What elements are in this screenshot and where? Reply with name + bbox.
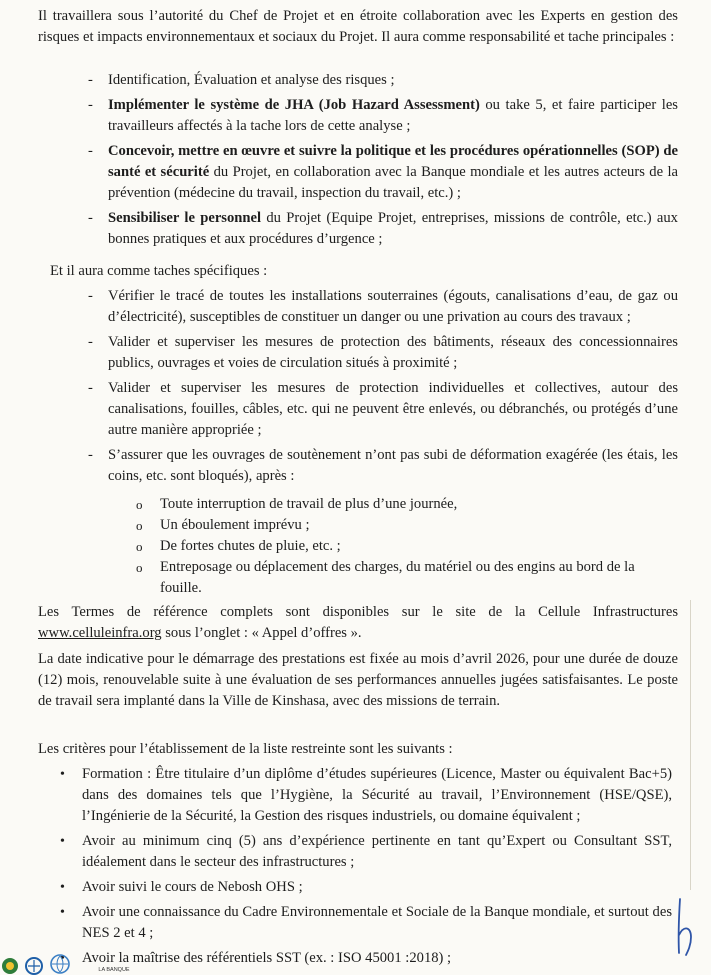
- dash-marker: -: [88, 143, 93, 159]
- intro-paragraph: Il travaillera sous l’autorité du Chef de Projet et en étroite collaboration avec les Experts en gestion des risques et impacts environnementaux et sociaux du Projet. Il aura comme responsabilité et tache principales :: [38, 8, 678, 45]
- list-item: • Avoir au minimum cinq (5) ans d’expérience pertinente en tant qu’Expert ou Consultant SST, idéalement dans le secteur des infrastructures ;: [60, 833, 672, 870]
- circle-marker: o: [136, 518, 143, 533]
- specific-tasks-intro: Et il aura comme taches spécifiques :: [50, 263, 268, 279]
- terms-of-reference-paragraph: Les Termes de référence complets sont disponibles sur le site de la Cellule Infrastructures www.celluleinfra.org sous l’onglet : « Appel d’offres ».: [38, 604, 678, 641]
- dash-marker: -: [88, 334, 93, 350]
- responsibilities-list: [88, 70, 678, 254]
- criteria-list: [58, 764, 672, 973]
- list-item: o Toute interruption de travail de plus d’une journée,: [136, 494, 676, 515]
- list-item: • Avoir suivi le cours de Nebosh OHS ;: [58, 877, 672, 898]
- bullet-marker: •: [60, 951, 65, 966]
- list-item: • Avoir la maîtrise des référentiels SST (ex. : ISO 45001 :2018) ;: [58, 948, 672, 969]
- list-item: - Valider et superviser les mesures de protection des bâtiments, réseaux des concessionnaires publics, ouvrages et voies de circulation situés à proximité ;: [88, 334, 678, 371]
- list-item: o Un éboulement imprévu ;: [136, 515, 676, 536]
- list-item: o De fortes chutes de pluie, etc. ;: [136, 536, 676, 557]
- bullet-marker: •: [60, 905, 65, 920]
- list-item: - Vérifier le tracé de toutes les installations souterraines (égouts, canalisations d’eau, de gaz ou d’électricité), susceptibles de constituer un danger ou une privation au cours des travaux ;: [88, 288, 678, 325]
- bullet-marker: •: [60, 834, 65, 849]
- circle-marker: o: [136, 497, 143, 512]
- footer-logos-icon: [0, 952, 130, 975]
- list-item: • Formation : Être titulaire d’un diplôme d’études supérieures (Licence, Master ou équivalent Bac+5) dans des domaines tels que l’Hygiène, la Sécurité au travail, l’Environnement (HSE/QSE), l’Ingénierie de la Sécurité, la Gestion des risques industriels, ou domaine équivalent ;: [60, 766, 672, 824]
- dash-marker: -: [88, 210, 93, 226]
- circle-marker: o: [136, 539, 143, 554]
- dash-marker: -: [88, 97, 93, 113]
- conditions-sublist: [136, 494, 676, 599]
- criteria-intro: Les critères pour l’établissement de la liste restreinte sont les suivants :: [38, 741, 453, 757]
- bullet-marker: •: [60, 880, 65, 895]
- circle-marker: o: [136, 560, 143, 575]
- dash-marker: -: [88, 380, 93, 396]
- specific-tasks-list: [88, 286, 678, 491]
- dash-marker: -: [88, 72, 93, 88]
- margin-rule: [690, 600, 691, 890]
- list-item: - Concevoir, mettre en œuvre et suivre la politique et les procédures opérationnelles (SOP) de santé et sécurité du Projet, en collaboration avec la Banque mondiale et les autres acteurs de la prévention (médecine du travail, inspection du travail, etc.) ;: [88, 143, 678, 201]
- website-link[interactable]: www.celluleinfra.org: [38, 625, 162, 641]
- footer-logo-text: LA BANQUE: [98, 967, 130, 973]
- bullet-marker: •: [60, 767, 65, 782]
- dash-marker: -: [88, 447, 93, 463]
- list-item: - Sensibiliser le personnel du Projet (Equipe Projet, entreprises, missions de contrôle, etc.) aux bonnes pratiques et aux procédures d’urgence ;: [88, 210, 678, 247]
- list-item: • Avoir une connaissance du Cadre Environnementale et Sociale de la Banque mondiale, et surtout des NES 2 et 4 ;: [60, 904, 672, 941]
- handwritten-initial-icon: [674, 895, 696, 957]
- list-item: - Valider et superviser les mesures de protection individuelles et collectives, autour des canalisations, fouilles, câbles, etc. qui ne peuvent être enlevés, ou débranchés, ou protégés d’une autre manière appropriée ;: [88, 380, 678, 438]
- start-date-paragraph: La date indicative pour le démarrage des prestations est fixée au mois d’avril 2026, pour une durée de douze (12) mois, renouvelable suite à une évaluation de ses performances annuelles jugées satisfaisantes. Le poste de travail sera implanté dans la Ville de Kinshasa, avec des missions de terrain.: [38, 651, 678, 709]
- list-item: - Identification, Évaluation et analyse des risques ;: [88, 70, 678, 91]
- list-item: o Entreposage ou déplacement des charges, du matériel ou des engins au bord de la fouille.: [136, 559, 635, 596]
- dash-marker: -: [88, 288, 93, 304]
- list-item: - Implémenter le système de JHA (Job Hazard Assessment) ou take 5, et faire participer les travailleurs affectés à la tache lors de cette analyse ;: [88, 97, 678, 134]
- list-item: - S’assurer que les ouvrages de soutènement n’ont pas subi de déformation exagérée (les étais, les coins, etc. sont bloqués), après :: [88, 447, 678, 484]
